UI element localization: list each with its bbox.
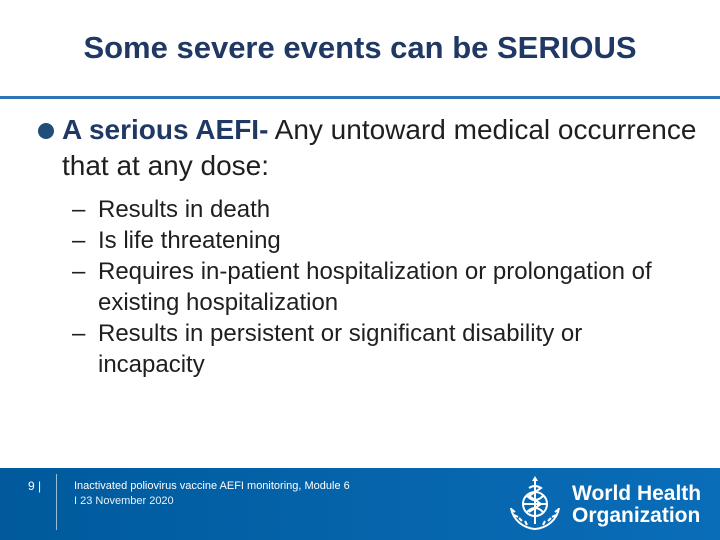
sub-bullet-text: Results in death — [98, 196, 271, 223]
title-divider — [0, 96, 720, 99]
dash-icon: – — [72, 196, 86, 223]
slide-title: Some severe events can be SERIOUS — [83, 30, 637, 65]
main-bullet-term: A serious AEFI- — [62, 114, 269, 145]
sub-bullet-text: Is life threatening — [98, 227, 281, 254]
sub-bullet-item — [72, 225, 692, 256]
dash-icon: – — [72, 227, 86, 254]
main-bullet-text — [62, 112, 698, 184]
who-emblem-icon — [505, 474, 565, 534]
main-bullet — [38, 112, 698, 184]
slide-number: 9 | — [28, 479, 42, 493]
presentation-date: I 23 November 2020 — [74, 495, 174, 507]
sub-bullet-list — [72, 194, 692, 380]
sub-bullet-text: Results in persistent or significant disability or incapacity — [98, 320, 583, 378]
dash-icon: – — [72, 320, 86, 347]
sub-bullet-text: Requires in-patient hospitalization or prolongation of existing hospitalization — [98, 258, 652, 316]
bullet-dot-icon — [38, 123, 54, 139]
main-bullet-definition: Any untoward medical occurrence that at any dose: — [62, 114, 697, 181]
sub-bullet-item — [72, 194, 692, 225]
sub-bullet-item — [72, 318, 692, 380]
who-logo-line1: World Health — [572, 482, 702, 505]
course-title: Inactivated poliovirus vaccine AEFI monitoring, Module 6 — [74, 480, 350, 492]
who-logo-text — [572, 483, 701, 527]
dash-icon: – — [72, 258, 86, 285]
footer-divider — [56, 474, 57, 530]
sub-bullet-item — [72, 256, 692, 318]
footer-band — [0, 468, 720, 540]
who-logo-line2: Organization — [572, 504, 701, 527]
